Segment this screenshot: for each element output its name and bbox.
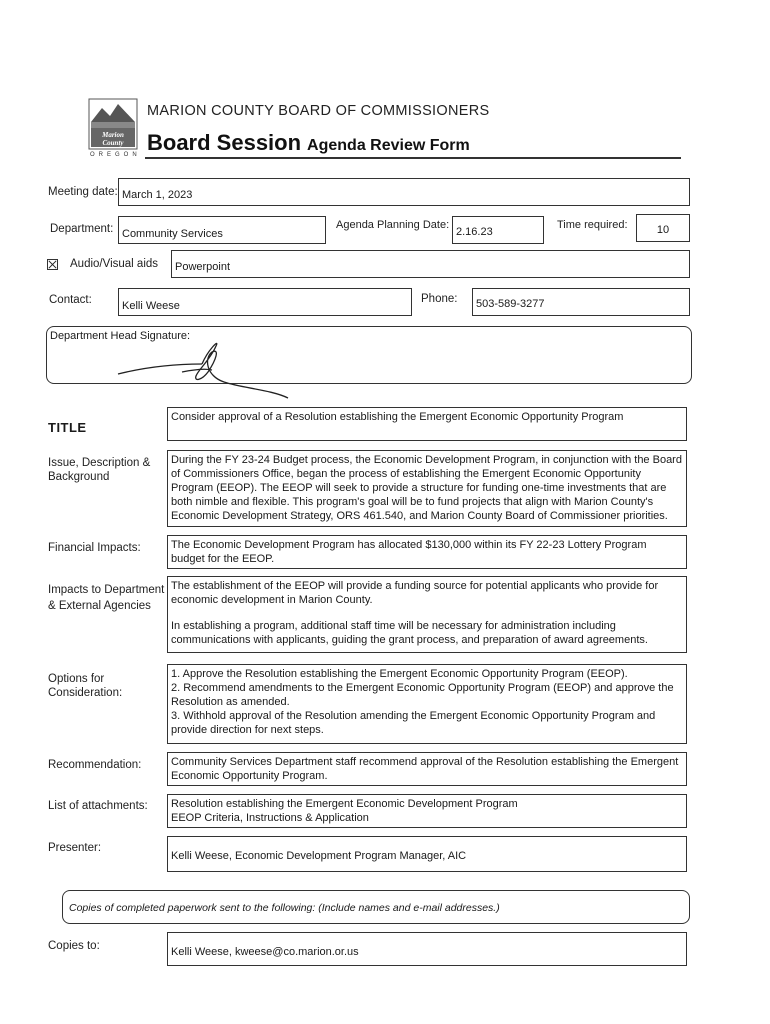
title-label: TITLE [48,420,87,435]
logo-state-text: OREGON [90,152,141,158]
phone-label: Phone: [421,293,458,305]
attachment-item: Resolution establishing the Emergent Economic Development Program [171,798,518,810]
impacts-label: Impacts to Department & External Agencies [48,584,165,612]
form-title [147,130,470,156]
time-required-field[interactable]: 10 [636,214,690,242]
option-item: 2. Recommend amendments to the Emergent Economic Opportunity Program (EEOP) and approve the Resolution as amended. [171,682,674,708]
option-item: 3. Withhold approval of the Resolution amending the Emergent Economic Opportunity Program and provide direction for next steps. [171,710,656,736]
contact-field[interactable]: Kelli Weese [118,288,412,316]
phone-field[interactable]: 503-589-3277 [472,288,690,316]
department-field[interactable]: Community Services [118,216,326,244]
financial-field[interactable]: The Economic Development Program has allocated $130,000 within its FY 22-23 Lottery Program budget for the EEOP. [167,535,687,569]
signature-label: Department Head Signature: [50,330,191,342]
planning-date-field[interactable]: 2.16.23 [452,216,544,244]
organization-name: MARION COUNTY BOARD OF COMMISSIONERS [147,103,490,119]
copies-to-field[interactable]: Kelli Weese, kweese@co.marion.or.us [167,932,687,966]
title-field[interactable]: Consider approval of a Resolution establishing the Emergent Economic Opportunity Program [167,407,687,441]
time-required-label: Time required: [557,219,628,231]
audio-visual-field[interactable]: Powerpoint [171,250,690,278]
meeting-date-label: Meeting date: [48,186,118,198]
department-label: Department: [50,223,114,235]
presenter-label: Presenter: [48,842,102,854]
attachments-field[interactable] [167,794,687,828]
options-label: Options for Consideration: [48,673,123,699]
audio-visual-label: Audio/Visual aids [70,258,159,270]
form-title-main: Board Session [147,130,302,155]
impacts-paragraph-1: The establishment of the EEOP will provide a funding source for potential applicants who provide for economic development in Marion County. [171,580,659,606]
impacts-paragraph-2: In establishing a program, additional staff time will be necessary for administration including communications with applicants, guiding the grant process, and preparation of award agreements. [171,620,648,646]
form-title-sub: Agenda Review Form [307,137,470,154]
attachment-item: EEOP Criteria, Instructions & Application [171,812,369,824]
recommendation-field[interactable]: Community Services Department staff recommend approval of the Resolution establishing the Emergent Economic Opportunity Program. [167,752,687,786]
meeting-date-field[interactable]: March 1, 2023 [118,178,690,206]
attachments-label: List of attachments: [48,800,148,812]
issue-label: Issue, Description & Background [48,457,151,483]
copies-note-box: Copies of completed paperwork sent to the following: (Include names and e-mail addresses.) [62,890,690,924]
options-field[interactable] [167,664,687,744]
recommendation-label: Recommendation: [48,759,142,771]
audio-visual-checkbox[interactable] [47,259,58,270]
presenter-field[interactable]: Kelli Weese, Economic Development Program Manager, AIC [167,836,687,872]
financial-label: Financial Impacts: [48,542,141,554]
impacts-field[interactable] [167,576,687,653]
header-divider [145,157,681,159]
planning-date-label: Agenda Planning Date: [336,219,450,231]
svg-text:County: County [102,139,124,147]
signature-scrawl [112,330,292,400]
contact-label: Contact: [49,294,92,306]
option-item: 1. Approve the Resolution establishing the Emergent Economic Opportunity Program (EEOP). [171,668,628,680]
issue-field[interactable]: During the FY 23-24 Budget process, the Economic Development Program, in conjunction with the Board of Commissioners Office, began the process of establishing the Emergent Economic Opportunity Program (EEOP). The EEOP will seek to provide a structure for funding one-time investments that are both nimble and flexible. This program's goal will be to fund projects that align with Marion County's Economic Development Strategy, ORS 461.540, and Marion County Board of Commissioner priorities. [167,450,687,527]
svg-text:Marion: Marion [102,131,124,139]
marion-county-logo [88,98,138,150]
copies-to-label: Copies to: [48,940,100,952]
